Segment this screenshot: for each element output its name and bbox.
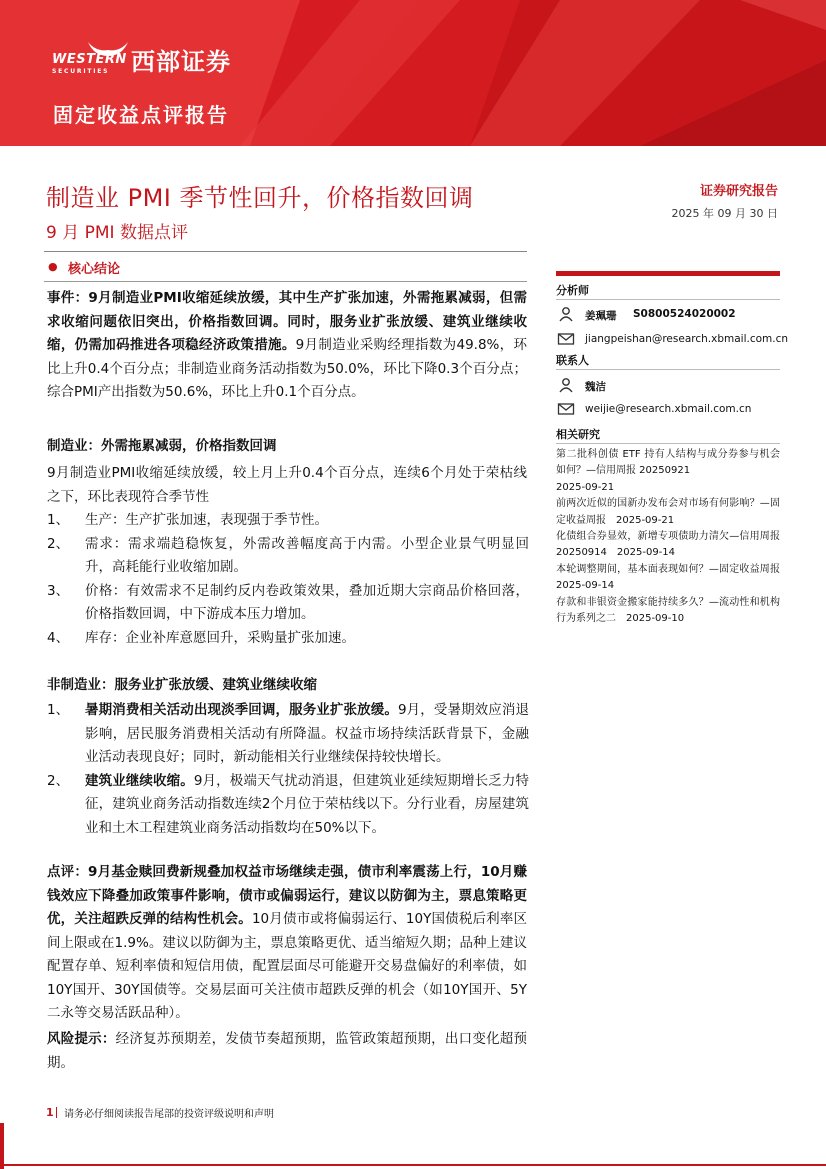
sidebar-divider (556, 443, 780, 444)
item-bold-text: 暑期消费相关活动出现淡季回调，服务业扩张放缓。 (85, 702, 398, 718)
analyst-cert: S0800524020002 (633, 308, 736, 320)
report-type-label: 固定收益点评报告 (53, 103, 229, 127)
item-number: 4、 (47, 629, 70, 646)
related-item[interactable]: 化债组合券显效，新增专项债助力清欠—信用周报 20250914 2025-09-14 (556, 531, 780, 559)
related-item[interactable]: 2025-09-21 (556, 481, 615, 493)
event-paragraph (47, 287, 527, 405)
analyst-name: 姜珮珊 (585, 310, 617, 322)
item-text (85, 699, 529, 770)
sidebar-accent-bar (556, 271, 780, 276)
core-conclusion-label: 核心结论 (68, 262, 121, 277)
footer-separator (56, 1107, 57, 1118)
item-body-text: 9月，受暑期效应消退影响，居民服务消费相关活动有所降温。权益市场持续活跃背景下，金融业活动表现良好；同时，新动能相关行业继续保持较快增长。 (85, 702, 529, 765)
related-item[interactable]: 前两次近似的国新办发布会对市场有何影响？—固定收益周报 2025-09-21 (556, 498, 780, 526)
item-number: 2、 (47, 535, 70, 552)
comment-text: 10月债市或将偏弱运行、10Y国债税后利率区间上限或在1.9%。建议以防御为主，票息策略更优、适当缩短久期；品种上建议配置存单、短利率债和短信用债，配置层面尽可能避开交易盘偏好的利率债，如10Y国开、30Y国债等。交易层面可关注债市超跌反弹的机会（如10Y国开、5Y二永等交易活跃品种）。 (47, 911, 527, 1021)
item-text: 生产：生产扩张加速，表现强于季节性。 (85, 512, 328, 528)
report-date: 2025 年 09 月 30 日 (671, 207, 778, 220)
related-research-list (556, 447, 790, 627)
event-bold-text: 事件：9月制造业PMI收缩延续放缓，其中生产扩张加速，外需拖累减弱，但需求收缩问题依旧突出，价格指数回调。同时，服务业扩张放缓、建筑业继续收缩，仍需加码推进各项稳经济政策措施。 (47, 290, 527, 353)
risk-label: 风险提示： (47, 1031, 116, 1047)
risk-text: 经济复苏预期差，发债节奏超预期，监管政策超预期，出口变化超预期。 (47, 1031, 528, 1071)
list-item (47, 509, 529, 533)
list-item (47, 627, 529, 651)
item-number: 1、 (47, 512, 70, 528)
bullet-icon: ● (48, 260, 58, 273)
item-bold-text: 建筑业继续收缩。 (85, 772, 194, 789)
item-text (85, 770, 529, 841)
email-icon (557, 401, 575, 417)
related-item[interactable]: 存款和非银资金搬家能持续多久？—流动性和机构行为系列之二 2025-09-10 (556, 596, 780, 625)
nonmanufacturing-list (47, 699, 529, 840)
contact-label: 联系人 (556, 354, 589, 367)
event-text: 9月制造业采购经理指数为49.8%，环比上升0.4个百分点；非制造业商务活动指数为50.0%，环比下降0.3个百分点；综合PMI产出指数为50.6%，环比上升0.1个百分点。 (47, 337, 527, 400)
footer-disclaimer: 请务必仔细阅读报告尾部的投资评级说明和声明 (64, 1109, 274, 1120)
logo-en-text: WESTERN (52, 52, 127, 67)
title-divider (44, 251, 527, 252)
contact-name: 魏洁 (585, 381, 606, 393)
email-icon (557, 331, 575, 347)
list-item (47, 580, 529, 627)
contact-email[interactable]: weijie@research.xbmail.com.cn (585, 403, 752, 415)
manufacturing-heading: 制造业：外需拖累减弱，价格指数回调 (47, 438, 277, 454)
person-icon (557, 377, 575, 393)
related-item[interactable]: 第二批科创债 ETF 持有人结构与成分券参与机会如何？—信用周报 20250921 (556, 449, 780, 477)
page-number: 1 (46, 1106, 54, 1119)
comment-paragraph (47, 861, 527, 1026)
logo-en-sub: SECURITIES (52, 68, 110, 75)
item-number: 3、 (47, 582, 70, 599)
logo-english (52, 54, 127, 78)
sidebar-divider (556, 369, 780, 370)
item-body-text: 9月，极端天气扰动消退，但建筑业延续短期增长乏力特征，建筑业商务活动指数连续2个月位于荣枯线以下。分行业看，房屋建筑业和土木工程建筑业商务活动指数均在50%以下。 (85, 772, 530, 836)
related-item[interactable]: 本轮调整期间，基本面表现如何？—固定收益周报 2025-09-14 (556, 563, 790, 592)
report-title: 制造业 PMI 季节性回升，价格指数回调 (46, 184, 474, 212)
nonmanufacturing-heading: 非制造业：服务业扩张放缓、建筑业继续收缩 (47, 677, 317, 693)
list-item (47, 699, 529, 770)
report-subtitle: 9 月 PMI 数据点评 (46, 223, 188, 243)
list-item (47, 533, 529, 580)
footer-accent-line (0, 1164, 826, 1166)
list-item (47, 770, 529, 841)
item-text: 需求：需求端趋稳恢复，外需改善幅度高于内需。小型企业景气明显回升，高耗能行业收缩加剧。 (85, 535, 529, 575)
person-icon (557, 306, 575, 322)
logo-chinese: 西部证券 (131, 48, 231, 76)
sidebar-divider (556, 299, 780, 300)
core-divider (44, 281, 527, 282)
footer-accent-vertical (0, 1123, 4, 1169)
item-number: 1、 (47, 702, 70, 718)
related-research-label: 相关研究 (556, 428, 600, 441)
manufacturing-intro: 9月制造业PMI收缩延续放缓，较上月上升0.4个百分点，连续6个月处于荣枯线之下，环比表现符合季节性 (47, 465, 527, 505)
report-category: 证券研究报告 (699, 184, 778, 199)
item-text: 价格：有效需求不足制约反内卷政策效果，叠加近期大宗商品价格回落，价格指数回调，中下游成本压力增加。 (85, 582, 529, 622)
manufacturing-list (47, 509, 529, 650)
item-number: 2、 (47, 772, 70, 789)
comment-bold-text: 点评：9月基金赎回费新规叠加权益市场继续走强，债市利率震荡上行，10月赚钱效应下降叠加政策事件影响，债市或偏弱运行，建议以防御为主，票息策略更优，关注超跌反弹的结构性机会。 (47, 864, 527, 927)
analyst-email[interactable]: jiangpeishan@research.xbmail.com.cn (585, 333, 789, 345)
analyst-label: 分析师 (556, 284, 589, 297)
item-text: 库存：企业补库意愿回升，采购量扩张加速。 (85, 629, 355, 646)
risk-paragraph (47, 1028, 527, 1075)
